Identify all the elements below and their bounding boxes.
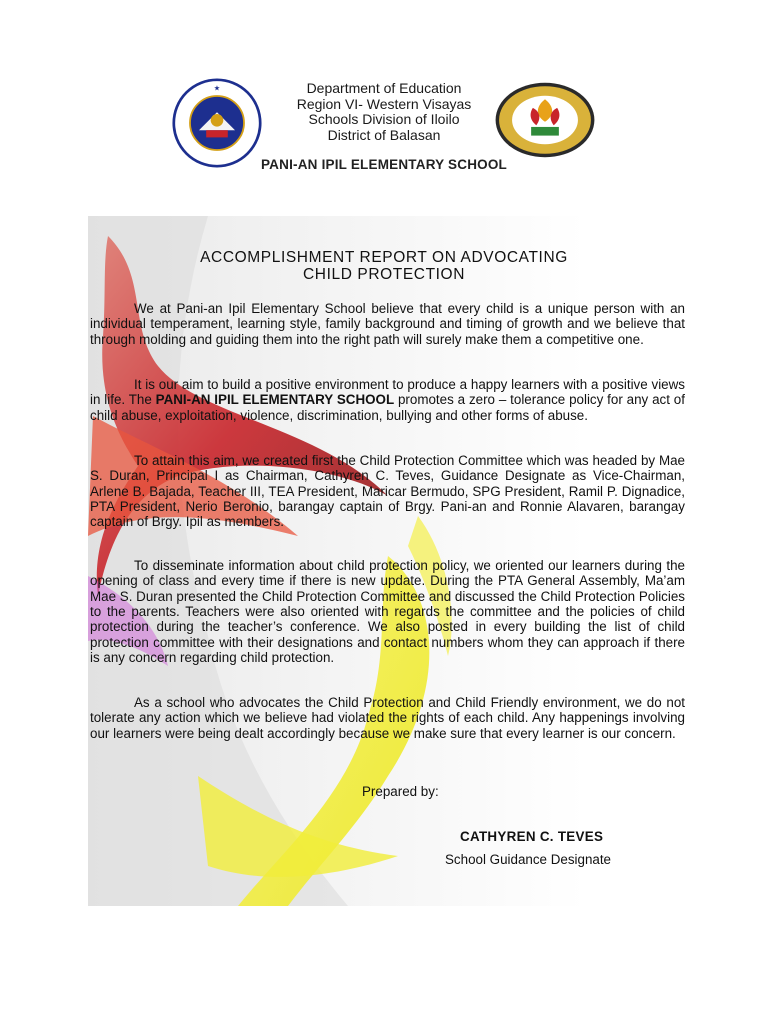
paragraph-2: [90, 377, 685, 423]
paragraph-1: [90, 301, 685, 347]
paragraph-5: [90, 695, 685, 741]
paragraph-4: [90, 558, 685, 665]
school-seal-logo: [493, 80, 597, 160]
paragraph-3: [90, 453, 685, 530]
svg-text:★: ★: [213, 83, 221, 93]
signer-name: CATHYREN C. TEVES: [460, 829, 604, 844]
prepared-by-label: Prepared by:: [362, 784, 439, 799]
header-line-region: Region VI- Western Visayas: [296, 95, 472, 112]
paragraph-3-text: To attain this aim, we created first the Child Protection Committee which was headed by Mae S. Duran, Principal I as Chairman, Cathyren C. Teves, Guidance Designate as Vice-Chairman, Arlene B. Bajada, Teacher III, TEA President, Maricar Bermudo, SPG President, Ramil P. Dignadice, PTA President, Nerio Beronio, barangay captain of Brgy. Pani-an and Ronnie Alavaren, barangay captain of Brgy. Ipil as members.: [90, 453, 685, 530]
header-line-district: District of Balasan: [327, 126, 441, 143]
header-address: [270, 81, 498, 143]
report-title-line-2: CHILD PROTECTION: [302, 266, 466, 283]
header-line-division: Schools Division of Iloilo: [308, 111, 460, 127]
paragraph-2-text-start: It is our aim to build a positive environment to produce a happy learners with a positive views in life. The: [90, 377, 685, 408]
paragraph-1-text: We at Pani-an Ipil Elementary School believe that every child is a unique person with an individual temperament, learning style, family background and timing of growth and we believe that through molding and guiding them into the right path will surely make them a competitive one.: [90, 301, 685, 347]
paragraph-2-school-name: PANI-AN IPIL ELEMENTARY SCHOOL: [155, 392, 395, 408]
report-title-line-1: ACCOMPLISHMENT REPORT ON ADVOCATING: [200, 249, 568, 266]
signer-title: School Guidance Designate: [445, 852, 612, 867]
report-title: [88, 249, 680, 283]
deped-seal-logo: [172, 78, 262, 168]
paragraph-5-text: As a school who advocates the Child Protection and Child Friendly environment, we do not tolerate any action which we believe had violated the rights of each child. Any happenings involving our learners were being dealt accordingly because we make sure that every learner is our concern.: [90, 695, 685, 741]
header-line-department: Department of Education: [306, 80, 462, 96]
paragraph-4-text: To disseminate information about child protection policy, we oriented our learners during the opening of class and every time if there is new update. During the PTA General Assembly, Ma’am Mae S. Duran presented the Child Protection Committee and discussed the Child Protection Policies to the parents. Teachers were also oriented with regards the committee and the policies of child protection during the teacher’s conference. We also posted in every building the list of child protection committee with their designations and contact numbers whom they can approach if there is any concern regarding child protection.: [90, 558, 685, 666]
school-name-heading: PANI-AN IPIL ELEMENTARY SCHOOL: [260, 157, 507, 172]
paragraph-2-text-end: promotes a zero – tolerance policy for any act of child abuse, exploitation, violence, discrimination, bullying and other forms of abuse.: [90, 392, 685, 423]
